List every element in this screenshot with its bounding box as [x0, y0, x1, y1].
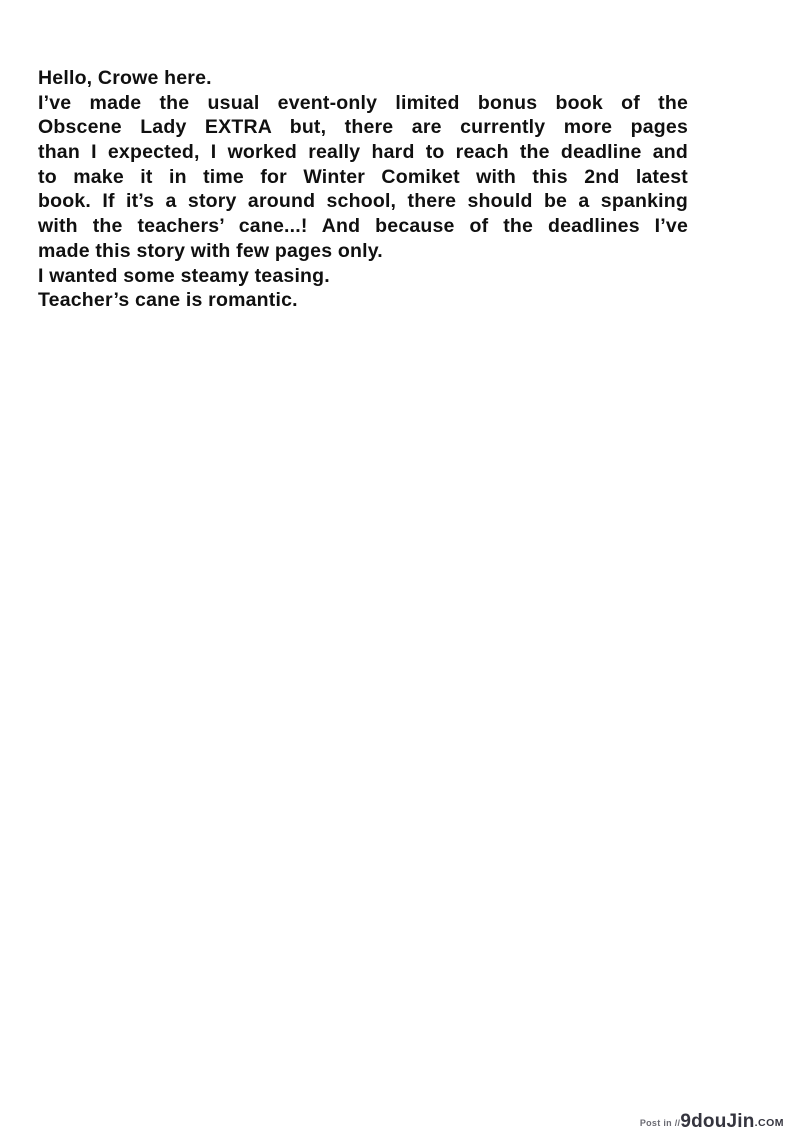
watermark — [640, 1112, 784, 1131]
afterword-line: made this story with few pages only. — [38, 239, 383, 262]
afterword-line: book. If it’s a story around school, there should be a spanking — [38, 190, 688, 213]
watermark-tld: .COM — [754, 1117, 784, 1129]
afterword-text-block — [38, 66, 688, 313]
afterword-line: I’ve made the usual event-only limited bonus book of the — [38, 91, 688, 114]
watermark-site-name: 9douJin — [680, 1111, 755, 1132]
afterword-line: with the teachers’ cane...! And because of the deadlines I’ve — [38, 215, 688, 238]
afterword-line: Hello, Crowe here. — [38, 67, 212, 89]
afterword-line: than I expected, I worked really hard to reach the deadline and — [38, 141, 688, 164]
afterword-line: Obscene Lady EXTRA but, there are currently more pages — [38, 116, 688, 139]
afterword-line: Teacher’s cane is romantic. — [38, 289, 298, 312]
afterword-line: I wanted some steamy teasing. — [38, 264, 330, 287]
afterword-line: to make it in time for Winter Comiket with this 2nd latest — [38, 165, 688, 188]
watermark-prefix: Post in // — [639, 1118, 681, 1128]
